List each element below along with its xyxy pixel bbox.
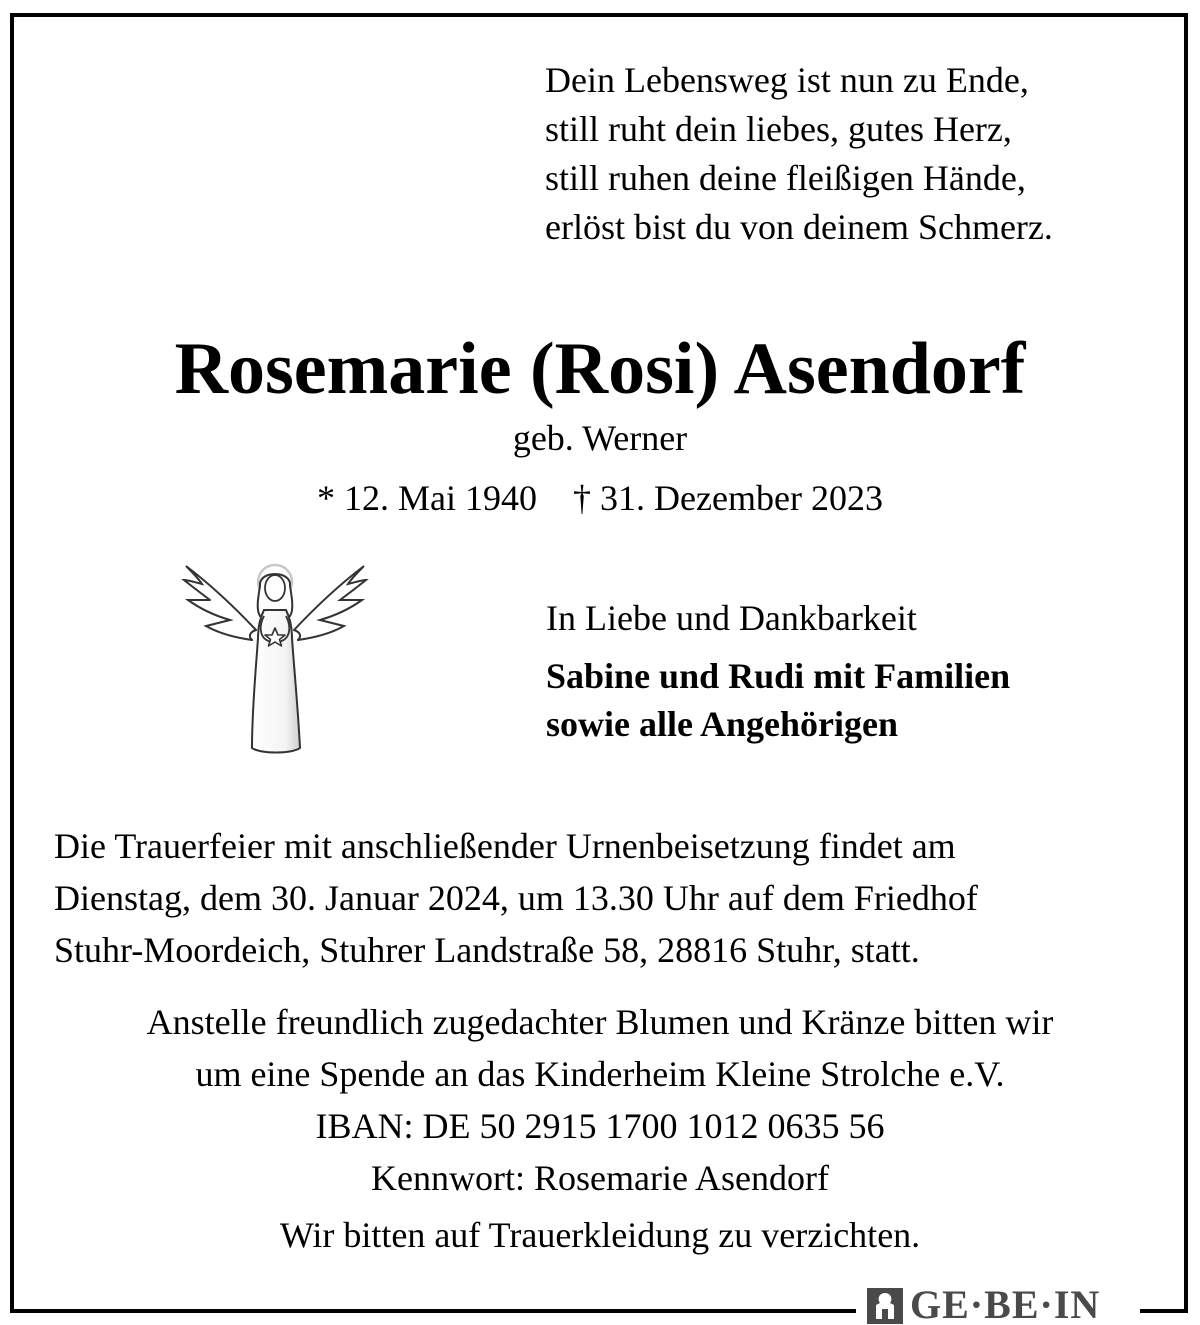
gebein-logo-text: GE·BE·IN [910,1282,1101,1325]
donation-text [0,996,1200,1204]
ceremony-line: Die Trauerfeier mit anschließender Urnenbeisetzung findet am [54,826,956,866]
angel-icon [180,558,370,758]
poem-line: still ruhen deine fleißigen Hände, [545,158,1026,198]
poem-line: Dein Lebensweg ist nun zu Ende, [545,60,1029,100]
deceased-name: Rosemarie (Rosi) Asendorf [174,328,1026,410]
birth-date: * 12. Mai 1940 [317,478,538,518]
mourners-line: sowie alle Angehörigen [546,704,898,744]
donation-keyword: Kennwort: Rosemarie Asendorf [371,1158,829,1198]
donation-line: Anstelle freundlich zugedachter Blumen und Kränze bitten wir [146,1002,1054,1042]
thanks-intro: In Liebe und Dankbarkeit [546,598,917,638]
gebein-logo-icon [866,1287,904,1325]
mourners-line: Sabine und Rudi mit Familien [546,656,1011,696]
life-dates [0,476,1200,520]
notice-border-bottom-left [10,1309,856,1313]
notice-border-bottom-right [1140,1309,1188,1313]
poem-line: erlöst bist du von deinem Schmerz. [545,207,1053,247]
gebein-logo [862,1284,1104,1325]
dress-request: Wir bitten auf Trauerkleidung zu verzichten. [279,1215,921,1255]
death-date: † 31. Dezember 2023 [573,478,883,518]
poem [545,56,1053,252]
mourners-list [546,652,1010,748]
ceremony-line: Stuhr-Moordeich, Stuhrer Landstraße 58, 28816 Stuhr, statt. [54,930,920,970]
donation-line: um eine Spende an das Kinderheim Kleine Strolche e.V. [195,1054,1005,1094]
donation-iban: IBAN: DE 50 2915 1700 1012 0635 56 [315,1106,885,1146]
maiden-name: geb. Werner [512,418,688,458]
ceremony-line: Dienstag, dem 30. Januar 2024, um 13.30 Uhr auf dem Friedhof [54,878,978,918]
poem-line: still ruht dein liebes, gutes Herz, [545,109,1012,149]
ceremony-text [54,820,978,976]
